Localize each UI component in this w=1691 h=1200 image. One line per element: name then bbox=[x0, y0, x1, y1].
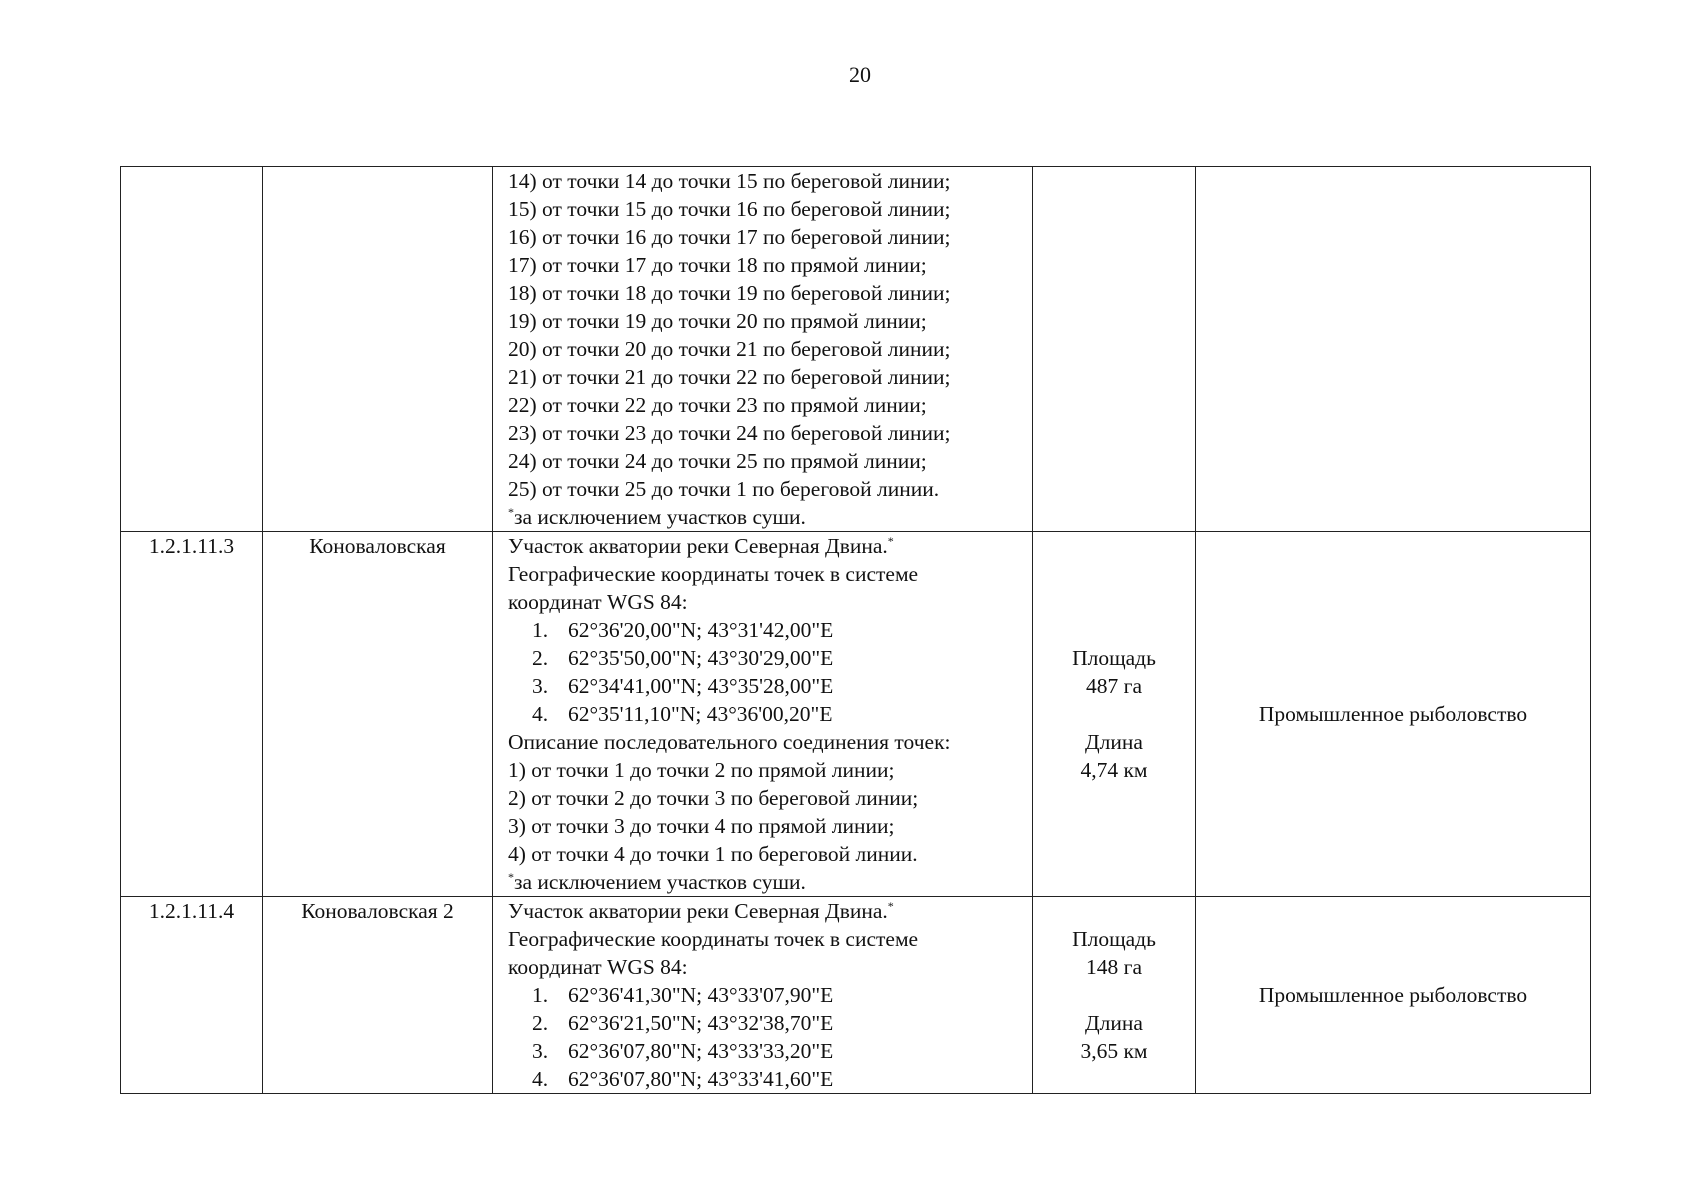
measure-cell bbox=[1033, 532, 1196, 897]
segment-line: 19) от точки 19 до точки 20 по прямой линии; bbox=[508, 309, 927, 333]
area-description-cell bbox=[493, 897, 1033, 1094]
coordinate-item bbox=[508, 644, 1028, 672]
area-name-cell: Коноваловская bbox=[263, 532, 493, 897]
coordinate-item bbox=[508, 672, 1028, 700]
row-number-cell: 1.2.1.11.4 bbox=[121, 897, 263, 1094]
footnote-mark: * bbox=[508, 504, 514, 519]
segment-line: 24) от точки 24 до точки 25 по прямой линии; bbox=[508, 449, 927, 473]
coordinate-item bbox=[508, 700, 1028, 728]
spacer bbox=[1033, 981, 1195, 1009]
footnote-text: за исключением участков суши. bbox=[514, 870, 806, 894]
table-row bbox=[121, 167, 1591, 532]
coordinate-value: 62°36'20,00"N; 43°31'42,00"E bbox=[568, 618, 834, 642]
area-intro bbox=[508, 897, 1028, 925]
segment-line: 23) от точки 23 до точки 24 по береговой линии; bbox=[508, 421, 951, 445]
area-label: Площадь bbox=[1072, 646, 1156, 670]
coordinate-value: 62°35'11,10"N; 43°36'00,20"E bbox=[568, 702, 833, 726]
coords-heading: Географические координаты точек в системе bbox=[508, 927, 919, 951]
coordinate-item bbox=[508, 1037, 1028, 1065]
area-label: Площадь bbox=[1072, 927, 1156, 951]
coords-heading: Географические координаты точек в системе bbox=[508, 562, 919, 586]
coordinate-value: 62°35'50,00"N; 43°30'29,00"E bbox=[568, 646, 834, 670]
coordinate-value: 62°36'07,80"N; 43°33'41,60"E bbox=[568, 1067, 834, 1091]
coordinate-number: 4. bbox=[532, 702, 549, 726]
length-value: 3,65 км bbox=[1080, 1039, 1148, 1063]
coordinate-value: 62°34'41,00"N; 43°35'28,00"E bbox=[568, 674, 834, 698]
footnote-text: за исключением участков суши. bbox=[514, 505, 806, 529]
usage-cell bbox=[1196, 167, 1591, 532]
fishing-areas-table bbox=[120, 166, 1591, 1094]
segment-line: 14) от точки 14 до точки 15 по береговой линии; bbox=[508, 169, 951, 193]
table-row bbox=[121, 532, 1591, 897]
segment-line: 1) от точки 1 до точки 2 по прямой линии; bbox=[508, 758, 895, 782]
footnote bbox=[508, 503, 1028, 531]
coordinate-item bbox=[508, 1065, 1028, 1093]
row-number-cell: 1.2.1.11.3 bbox=[121, 532, 263, 897]
coordinate-item bbox=[508, 616, 1028, 644]
footnote bbox=[508, 868, 1028, 896]
footnote-mark: * bbox=[887, 898, 894, 913]
area-name-cell bbox=[263, 167, 493, 532]
coords-heading: координат WGS 84: bbox=[508, 590, 688, 614]
table-row bbox=[121, 897, 1591, 1094]
segment-line: 2) от точки 2 до точки 3 по береговой линии; bbox=[508, 786, 919, 810]
area-intro bbox=[508, 532, 1028, 560]
area-description-cell bbox=[493, 532, 1033, 897]
coordinate-value: 62°36'41,30"N; 43°33'07,90"E bbox=[568, 983, 834, 1007]
page-number: 20 bbox=[849, 62, 871, 87]
segment-line: 25) от точки 25 до точки 1 по береговой линии. bbox=[508, 477, 940, 501]
coordinate-number: 4. bbox=[532, 1067, 549, 1091]
coordinate-number: 1. bbox=[532, 983, 549, 1007]
coordinate-number: 3. bbox=[532, 1039, 549, 1063]
segment-line: 17) от точки 17 до точки 18 по прямой линии; bbox=[508, 253, 927, 277]
segment-line: 4) от точки 4 до точки 1 по береговой линии. bbox=[508, 842, 918, 866]
segment-line: 18) от точки 18 до точки 19 по береговой линии; bbox=[508, 281, 951, 305]
area-intro-text: Участок акватории реки Северная Двина. bbox=[508, 899, 888, 923]
spacer bbox=[1033, 700, 1195, 728]
coordinate-number: 2. bbox=[532, 646, 549, 670]
area-description-cell bbox=[493, 167, 1033, 532]
segment-line: 15) от точки 15 до точки 16 по береговой линии; bbox=[508, 197, 951, 221]
segment-line: 3) от точки 3 до точки 4 по прямой линии; bbox=[508, 814, 895, 838]
area-value: 148 га bbox=[1086, 955, 1142, 979]
segment-line: 22) от точки 22 до точки 23 по прямой линии; bbox=[508, 393, 927, 417]
area-intro-text: Участок акватории реки Северная Двина. bbox=[508, 534, 888, 558]
coordinate-number: 3. bbox=[532, 674, 549, 698]
coordinate-number: 2. bbox=[532, 1011, 549, 1035]
length-label: Длина bbox=[1085, 1011, 1143, 1035]
footnote-mark: * bbox=[887, 533, 894, 548]
measure-cell bbox=[1033, 897, 1196, 1094]
coordinate-value: 62°36'21,50"N; 43°32'38,70"E bbox=[568, 1011, 834, 1035]
segments-heading: Описание последовательного соединения точек: bbox=[508, 730, 951, 754]
coordinate-value: 62°36'07,80"N; 43°33'33,20"E bbox=[568, 1039, 834, 1063]
coordinate-item bbox=[508, 1009, 1028, 1037]
coords-heading: координат WGS 84: bbox=[508, 955, 688, 979]
segment-line: 20) от точки 20 до точки 21 по береговой линии; bbox=[508, 337, 951, 361]
usage-cell: Промышленное рыболовство bbox=[1196, 897, 1591, 1094]
measure-cell bbox=[1033, 167, 1196, 532]
usage-cell: Промышленное рыболовство bbox=[1196, 532, 1591, 897]
coordinate-number: 1. bbox=[532, 618, 549, 642]
area-value: 487 га bbox=[1086, 674, 1142, 698]
length-label: Длина bbox=[1085, 730, 1143, 754]
footnote-mark: * bbox=[508, 869, 514, 884]
coordinate-item bbox=[508, 981, 1028, 1009]
segment-line: 21) от точки 21 до точки 22 по береговой линии; bbox=[508, 365, 951, 389]
area-name-cell: Коноваловская 2 bbox=[263, 897, 493, 1094]
segment-line: 16) от точки 16 до точки 17 по береговой линии; bbox=[508, 225, 951, 249]
length-value: 4,74 км bbox=[1080, 758, 1148, 782]
row-number-cell bbox=[121, 167, 263, 532]
